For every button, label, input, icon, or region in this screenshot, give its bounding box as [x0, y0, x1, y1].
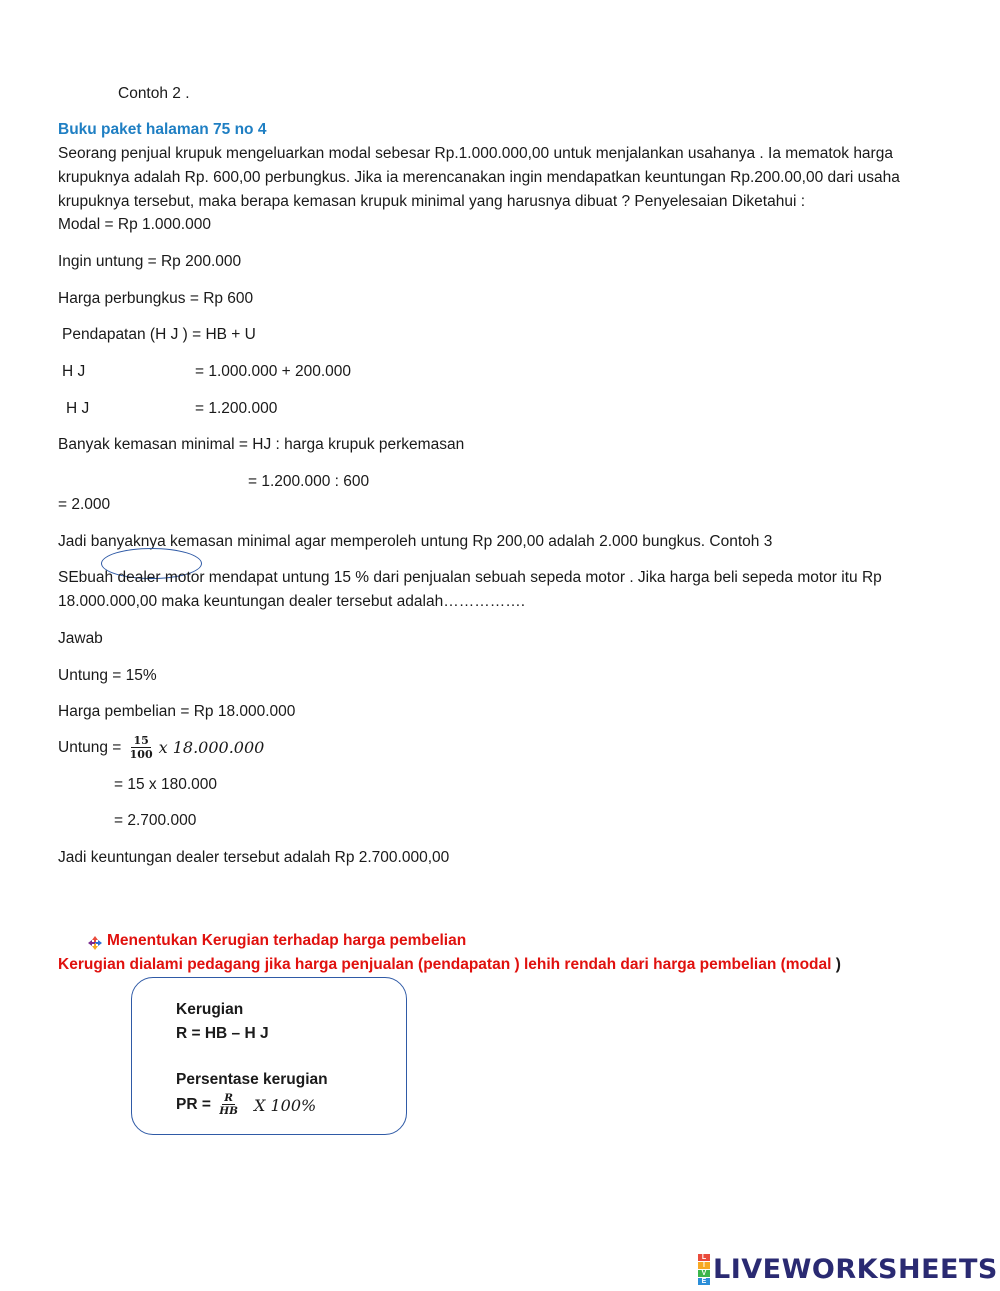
profit-step-1: = 15 x 180.000	[114, 776, 217, 793]
logo-mark-letter: E	[698, 1278, 710, 1285]
loss-percentage-title: Persentase kerugian	[176, 1071, 328, 1088]
conclusion-1: Jadi banyaknya kemasan minimal agar memperoleh untung Rp 200,00 adalah 2.000 bungkus. Contoh 3	[58, 533, 773, 550]
profit-percentage: Untung = 15%	[58, 667, 157, 684]
pr-denominator: HB	[219, 1105, 238, 1117]
hj-value-2: = 1.200.000	[195, 400, 278, 417]
answer-label: Jawab	[58, 630, 103, 647]
conclusion-2: Jadi keuntungan dealer tersebut adalah Rp 2.700.000,00	[58, 849, 450, 866]
fraction-denominator: 100	[129, 748, 153, 761]
division-result: = 2.000	[58, 496, 111, 513]
loss-title: Kerugian	[176, 1001, 244, 1018]
loss-section-heading	[88, 929, 466, 953]
revenue-formula: Pendapatan (H J ) = HB + U	[62, 326, 256, 343]
bullet-arrows-icon	[88, 934, 102, 948]
problem-1-text: Seorang penjual krupuk mengeluarkan modal sebesar Rp.1.000.000,00 untuk menjalankan usahanya . Ia mematok harga krupuknya adalah Rp. 600,00 perbungkus. Jika ia merencanakan ingin mendapatkan keuntungan Rp.200.00,00 dari usaha krupuknya tersebut, maka berapa kemasan krupuk minimal yang harusnya dibuat ? Penyelesaian Diketahui :	[58, 145, 900, 210]
logo-mark-letter: I	[698, 1262, 710, 1269]
given-desired-profit: Ingin untung = Rp 200.000	[58, 253, 242, 270]
loss-description-end: )	[831, 956, 841, 973]
profit-fraction	[128, 735, 155, 761]
loss-percentage-formula	[176, 1092, 316, 1118]
profit-formula-label: Untung =	[58, 738, 126, 756]
pr-fraction	[217, 1092, 240, 1118]
fraction-numerator: 15	[133, 734, 149, 747]
loss-formula: R = HB – H J	[176, 1025, 269, 1042]
loss-section-title: Menentukan Kerugian terhadap harga pembelian	[107, 932, 467, 949]
division-step: = 1.200.000 : 600	[248, 473, 370, 490]
liveworksheets-logo	[698, 1254, 998, 1285]
pr-numerator: R	[224, 1092, 233, 1104]
logo-mark-letter: V	[698, 1270, 710, 1277]
hj-value-1: = 1.000.000 + 200.000	[195, 363, 352, 380]
problem-2-text: SEbuah dealer motor mendapat untung 15 % dari penjualan sebuah sepeda motor . Jika harga beli sepeda motor itu Rp 18.000.000,00 maka keuntungan dealer tersebut adalah…………….	[58, 569, 882, 610]
pr-label: PR =	[176, 1096, 216, 1113]
loss-description-text: Kerugian dialami pedagang jika harga penjualan (pendapatan ) lehih rendah dari harga pembelian (modal	[58, 956, 832, 973]
purchase-price: Harga pembelian = Rp 18.000.000	[58, 703, 296, 720]
example-2-label: Contoh 2 .	[118, 85, 190, 102]
profit-formula	[58, 735, 264, 761]
loss-description	[58, 953, 841, 977]
logo-mark-letter: L	[698, 1254, 710, 1261]
hj-label-1: H J	[62, 363, 86, 380]
profit-step-2: = 2.700.000	[114, 812, 197, 829]
pr-rest: X 100%	[254, 1095, 317, 1115]
profit-formula-rest: x 18.000.000	[158, 737, 265, 757]
textbook-reference-heading: Buku paket halaman 75 no 4	[58, 121, 267, 138]
min-packages-formula: Banyak kemasan minimal = HJ : harga krupuk perkemasan	[58, 436, 465, 453]
given-capital: Modal = Rp 1.000.000	[58, 216, 211, 233]
logo-text: LIVEWORKSHEETS	[713, 1254, 998, 1285]
logo-mark-icon	[698, 1254, 710, 1285]
hj-label-2: H J	[66, 400, 90, 417]
given-price-per-pack: Harga perbungkus = Rp 600	[58, 290, 254, 307]
